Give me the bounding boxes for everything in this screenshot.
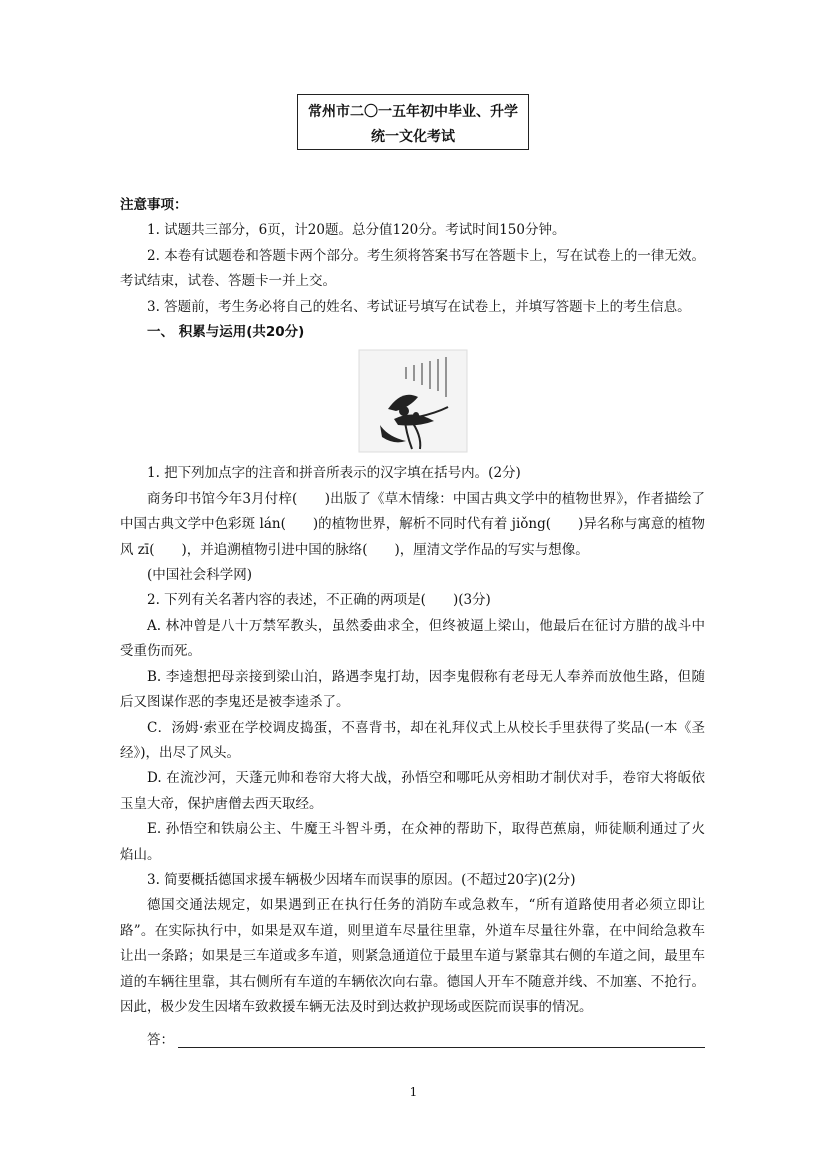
q3-passage: 德国交通法规定，如果遇到正在执行任务的消防车或急救车，“所有道路使用者必须立即让路”。在实际执行中，如果是双车道，则里道车尽量往里靠，外道车尽量往外靠，在中间给急救车让出一条路；如果是三车道或多车道，则紧急通道位于最里车道与紧靠其右侧的车道之间，最里车道的车辆往里靠，其右侧所有车道的车辆依次向右靠。德国人开车不随意并线、不加塞、不抢行。因此，极少发生因堵车致救援车辆无法及时到达救护现场或医院而误事的情况。 — [120, 897, 705, 1015]
q2-stem: 2. 下列有关名著内容的表述，不正确的两项是( )(3分) — [147, 592, 491, 609]
exam-title-line1: 常州市二〇一五年初中毕业、升学 — [308, 104, 518, 120]
q2-option-e: E. 孙悟空和铁扇公主、牛魔王斗智斗勇，在众神的帮助下，取得芭蕉扇，师徒顺利通过了火焰山。 — [120, 821, 705, 863]
q1-source: (中国社会科学网) — [147, 567, 253, 584]
notice-heading: 注意事项： — [120, 197, 188, 213]
q1-stem: 1. 把下列加点字的注音和拼音所表示的汉字填在括号内。(2分) — [147, 465, 521, 482]
exam-content — [120, 193, 705, 1048]
q3-stem: 3. 简要概括德国求援车辆极少因堵车而误事的原因。(不超过20字)(2分) — [147, 871, 576, 888]
page-number: 1 — [409, 1085, 418, 1099]
exam-title-box — [297, 94, 529, 150]
notice-item-1: 1. 试题共三部分，6页，计20题。总分值120分。考试时间150分钟。 — [147, 222, 566, 239]
notice-item-2: 2. 本卷有试题卷和答题卡两个部分。考生须将答案书写在答题卡上，写在试卷上的一律无效。考试结束，试卷、答题卡一并上交。 — [120, 247, 705, 290]
ink-painting-plant-with-calligraphy-icon — [358, 349, 468, 453]
ink-painting-figure — [120, 347, 705, 455]
q1-passage: 商务印书馆今年3月付梓( )出版了《草木情缘：中国古典文学中的植物世界》，作者描绘了中国古典文学中色彩斑 lán( )的植物世界，解析不同时代有着 jiǒng( )异名称与寓意的植物风 zī( )，并追溯植物引进中国的脉络( )，厘清文学作品的写实与想像。 — [120, 490, 705, 558]
q3-answer-label: 答： — [147, 1032, 174, 1049]
exam-title-line2: 统一文化考试 — [371, 129, 455, 145]
q3-answer-row — [120, 1020, 705, 1048]
section1-heading: 一、 积累与运用(共20分) — [147, 324, 305, 341]
q3-answer-line[interactable] — [178, 1031, 705, 1048]
q2-option-b: B. 李逵想把母亲接到梁山泊，路遇李鬼打劫，因李鬼假称有老母无人奉养而放他生路，但随后又图谋作恶的李鬼还是被李逵杀了。 — [120, 668, 705, 711]
q2-option-a: A. 林冲曾是八十万禁军教头，虽然委曲求全，但终被逼上梁山，他最后在征讨方腊的战斗中受重伤而死。 — [120, 617, 705, 660]
q2-option-d: D. 在流沙河，天蓬元帅和卷帘大将大战，孙悟空和哪吒从旁相助才制伏对手，卷帘大将皈依玉皇大帝，保护唐僧去西天取经。 — [120, 770, 705, 812]
notice-item-3: 3. 答题前，考生务必将自己的姓名、考试证号填写在试卷上，并填写答题卡上的考生信息。 — [147, 298, 691, 315]
q2-option-c: C．汤姆·索亚在学校调皮捣蛋，不喜背书，却在礼拜仪式上从校长手里获得了奖品(一本《圣经》)，出尽了风头。 — [120, 719, 705, 761]
